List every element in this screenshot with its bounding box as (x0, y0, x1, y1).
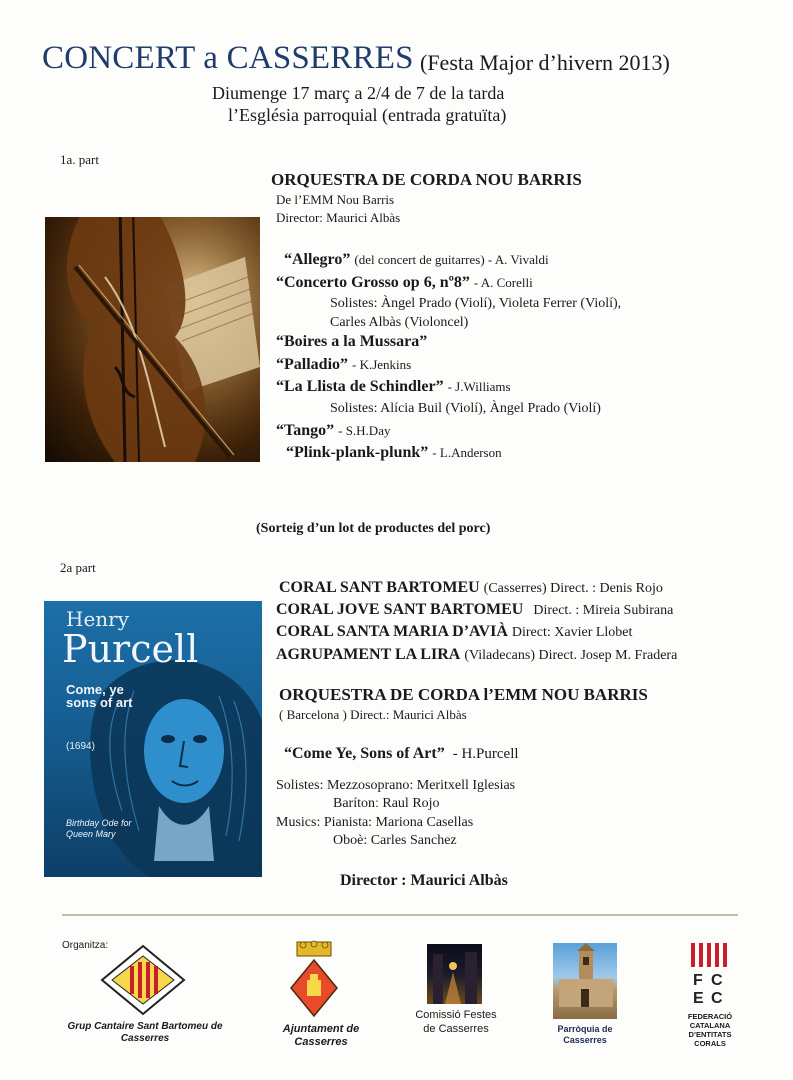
purcell-cover (44, 601, 262, 877)
parroquia-logo (553, 943, 617, 1019)
choir-name: CORAL JOVE SANT BARTOMEU (276, 601, 524, 618)
violin-icon (45, 217, 260, 462)
part2-musicians-line2: Oboè: Carles Sanchez (333, 833, 457, 848)
part1-director: Director: Maurici Albàs (276, 210, 401, 225)
choir-agrupament-la-lira (276, 646, 677, 664)
cover-year: (1694) (66, 741, 95, 752)
grup-cantaire-caption: Grup Cantaire Sant Bartomeu de Casserres (67, 1021, 223, 1044)
work-composer: - H.Purcell (452, 746, 519, 762)
piece-concerto-grosso (276, 274, 533, 292)
church-icon (553, 943, 617, 1019)
svg-text:F: F (693, 972, 703, 989)
choir-sant-bartomeu (279, 579, 663, 597)
choir-santa-maria-avia (276, 623, 632, 641)
piece-note: - K.Jenkins (352, 357, 412, 372)
concert-title: CONCERT a CASSERRES (42, 40, 414, 76)
choir-note: Direct. : Mireia Subirana (533, 603, 674, 618)
comissio-caption: Comissió Festes de Casserres (415, 1009, 497, 1035)
ajuntament-caption: Ajuntament de Casserres (282, 1023, 360, 1048)
part1-label: 1a. part (60, 152, 99, 167)
piece-title: “Tango” (276, 422, 335, 439)
choir-note: (Casserres) Direct. : Denis Rojo (483, 581, 663, 596)
piece-note: - A. Corelli (473, 275, 533, 290)
fcec-logo (689, 941, 729, 1007)
cover-last-name: Purcell (62, 627, 199, 671)
soloists-schindler: Solistes: Alícia Buil (Violí), Àngel Prado (Violí) (330, 401, 601, 416)
piece-title: “Palladio” (276, 356, 349, 373)
part2-soloists-line2: Barítonː Raul Rojo (333, 796, 440, 811)
piece-note: - L.Anderson (432, 445, 502, 460)
ajuntament-logo (289, 940, 339, 1020)
choir-note: Direct: Xavier Llobet (511, 625, 633, 640)
coat-of-arms-icon (289, 940, 339, 1020)
piece-title: “Allegro” (284, 251, 351, 268)
night-street-icon (427, 944, 482, 1004)
fcec-caption: FEDERACIÓ CATALANA D’ENTITATS CORALS (687, 1012, 733, 1048)
cover-ode: Birthday Ode for Queen Mary (66, 818, 132, 839)
piece-title: “La Llista de Schindler” (276, 378, 444, 395)
part1-ensemble: ORQUESTRA DE CORDA NOU BARRIS (271, 170, 582, 189)
piece-allegro (284, 251, 549, 269)
part2-soloists-line1: Solistes: Mezzosoprano: Meritxell Iglesias (276, 778, 516, 793)
concert-date: Diumenge 17 març a 2/4 de 7 de la tarda (212, 83, 505, 103)
svg-text:E: E (693, 990, 704, 1007)
choir-jove-sant-bartomeu (276, 601, 673, 619)
choir-note: (Viladecans) Direct. Josep M. Fradera (464, 648, 678, 663)
piece-title: “Concerto Grosso op 6, nº8” (276, 274, 470, 291)
part2-work (284, 745, 519, 763)
choir-name: CORAL SANT BARTOMEU (279, 579, 480, 596)
comissio-logo (427, 944, 482, 1004)
svg-text:C: C (711, 972, 723, 989)
piece-tango (276, 422, 390, 440)
part2-orchestra-note: ( Barcelona ) Direct.: Maurici Albàs (279, 707, 467, 722)
cover-work-title: Come, ye sons of art (66, 682, 133, 710)
piece-palladio (276, 356, 411, 374)
piece-note: (del concert de guitarres) - A. Vivaldi (354, 252, 549, 267)
part2-director: Director : Maurici Albàs (340, 872, 508, 889)
crest-icon (100, 944, 186, 1016)
footer-divider (62, 914, 738, 916)
grup-cantaire-logo (100, 944, 186, 1016)
cover-first-name: Henry (66, 607, 130, 631)
soloists-corelli-line1: Solistes: Àngel Prado (Violí), Violeta Ferrer (Violí), (330, 296, 622, 311)
work-title: “Come Ye, Sons of Art” (284, 745, 445, 762)
violin-photo (45, 217, 260, 462)
concert-subtitle: (Festa Major d’hivern 2013) (420, 50, 670, 75)
part1-ensemble-origin: De l’EMM Nou Barris (276, 192, 395, 207)
choir-name: CORAL SANTA MARIA D’AVIÀ (276, 623, 508, 640)
part2-musicians-line1: Musics: Pianista: Mariona Casellas (276, 815, 474, 830)
organitza-label: Organitza: (62, 940, 109, 951)
choir-name: AGRUPAMENT LA LIRA (276, 646, 461, 663)
raffle-note: (Sorteig d’un lot de productes del porc) (256, 521, 491, 536)
soloists-corelli-line2: Carles Albàs (Violoncel) (330, 315, 469, 330)
piece-note: - J.Williams (447, 379, 511, 394)
piece-title: “Plink-plank-plunk” (286, 444, 429, 461)
piece-schindler (276, 378, 511, 396)
parroquia-caption: Parròquia de Casserres (557, 1024, 613, 1045)
concert-venue: l’Església parroquial (entrada gratuïta) (228, 105, 507, 125)
piece-title: “Boires a la Mussara” (276, 333, 428, 350)
piece-boires (276, 333, 427, 351)
fcec-emblem-icon (689, 941, 729, 1007)
svg-text:C: C (711, 990, 723, 1007)
piece-plink-plank (286, 444, 502, 462)
part2-orchestra: ORQUESTRA DE CORDA l’EMM NOU BARRIS (279, 685, 648, 704)
piece-note: - S.H.Day (338, 423, 391, 438)
part2-label: 2a part (60, 560, 96, 575)
